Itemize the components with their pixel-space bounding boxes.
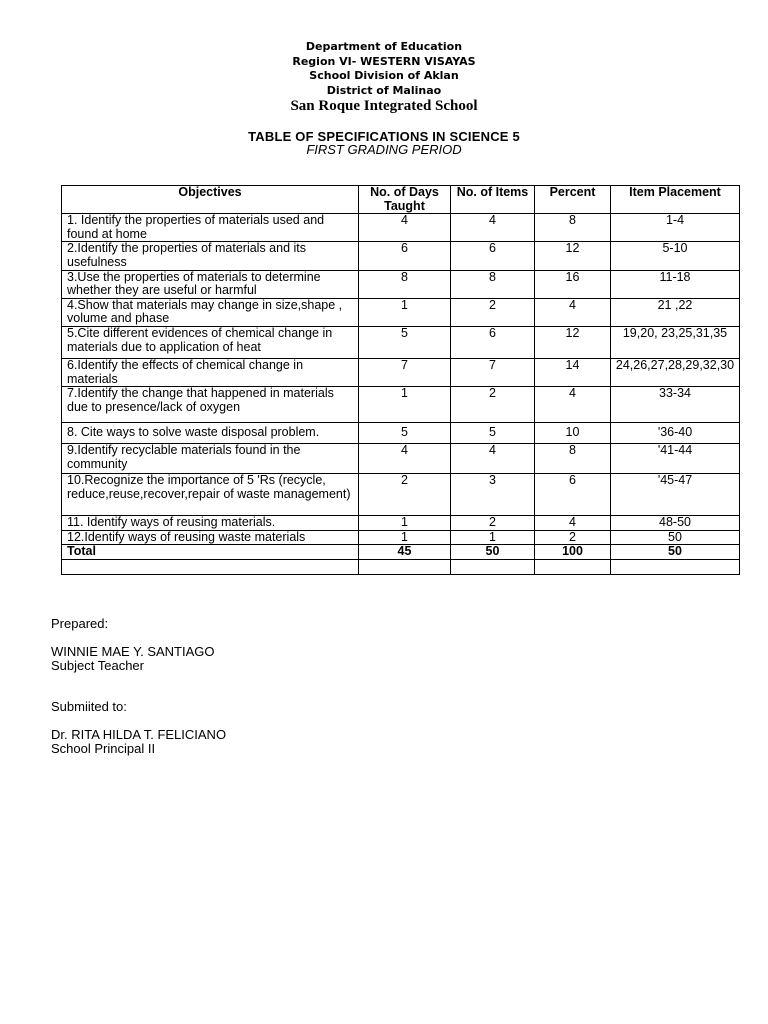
days-cell: 1	[359, 516, 451, 531]
placement-cell: 19,20, 23,25,31,35	[611, 326, 740, 358]
empty-cell	[535, 559, 611, 574]
items-cell: 2	[451, 516, 535, 531]
school-name: San Roque Integrated School	[290, 98, 478, 114]
days-cell: 5	[359, 423, 451, 444]
items-cell: 1	[451, 530, 535, 545]
total-items: 50	[451, 545, 535, 560]
objective-cell: 9.Identify recyclable materials found in the community	[62, 444, 359, 474]
percent-cell: 2	[535, 530, 611, 545]
total-label: Total	[62, 545, 359, 560]
header-line-department: Department of Education	[305, 40, 463, 53]
percent-cell: 6	[535, 474, 611, 516]
table-row	[62, 530, 740, 545]
header-days-taught: No. of Days Taught	[359, 186, 451, 214]
empty-cell	[451, 559, 535, 574]
document-title: TABLE OF SPECIFICATIONS IN SCIENCE 5	[248, 129, 520, 144]
table-header-row	[62, 186, 740, 214]
percent-cell: 8	[535, 444, 611, 474]
items-cell: 2	[451, 298, 535, 326]
items-cell: 4	[451, 444, 535, 474]
table-row	[62, 358, 740, 386]
header-line-region: Region VI- WESTERN VISAYAS	[292, 54, 476, 68]
table-row	[62, 298, 740, 326]
total-row	[62, 545, 740, 560]
table-row	[62, 423, 740, 444]
percent-cell: 10	[535, 423, 611, 444]
submitted-role: School Principal II	[51, 741, 156, 756]
items-cell: 8	[451, 270, 535, 298]
days-cell: 1	[359, 298, 451, 326]
placement-cell: 48-50	[611, 516, 740, 531]
table-row	[62, 242, 740, 270]
table-row	[62, 326, 740, 358]
total-days: 45	[359, 545, 451, 560]
days-cell: 6	[359, 242, 451, 270]
table-row	[62, 474, 740, 516]
days-cell: 1	[359, 530, 451, 545]
percent-cell: 4	[535, 298, 611, 326]
empty-cell	[611, 559, 740, 574]
objective-cell: 11. Identify ways of reusing materials.	[62, 516, 359, 531]
prepared-name: WINNIE MAE Y. SANTIAGO	[51, 644, 215, 659]
placement-cell: '36-40	[611, 423, 740, 444]
objective-cell: 3.Use the properties of materials to determine whether they are useful or harmful	[62, 270, 359, 298]
placement-cell: 1-4	[611, 214, 740, 242]
table-row	[62, 387, 740, 423]
objective-cell: 12.Identify ways of reusing waste materials	[62, 530, 359, 545]
placement-cell: 50	[611, 530, 740, 545]
items-cell: 7	[451, 358, 535, 386]
objective-cell: 7.Identify the change that happened in materials due to presence/lack of oxygen	[62, 387, 359, 423]
specifications-table	[61, 185, 740, 575]
prepared-label: Prepared:	[51, 616, 109, 631]
objective-cell: 5.Cite different evidences of chemical change in materials due to application of heat	[62, 326, 359, 358]
table-row	[62, 270, 740, 298]
placement-cell: '41-44	[611, 444, 740, 474]
objective-cell: 10.Recognize the importance of 5 'Rs (recycle, reduce,reuse,recover,repair of waste management)	[62, 474, 359, 516]
percent-cell: 12	[535, 242, 611, 270]
prepared-role: Subject Teacher	[51, 658, 144, 673]
percent-cell: 4	[535, 516, 611, 531]
total-percent: 100	[535, 545, 611, 560]
objective-cell: 8. Cite ways to solve waste disposal problem.	[62, 423, 359, 444]
document-subtitle: FIRST GRADING PERIOD	[306, 142, 462, 157]
empty-cell	[62, 559, 359, 574]
placement-cell: 21 ,22	[611, 298, 740, 326]
table-row	[62, 214, 740, 242]
placement-cell: 11-18	[611, 270, 740, 298]
placement-cell: '45-47	[611, 474, 740, 516]
items-cell: 3	[451, 474, 535, 516]
total-placement: 50	[611, 545, 740, 560]
placement-cell: 5-10	[611, 242, 740, 270]
days-cell: 1	[359, 387, 451, 423]
objective-cell: 2.Identify the properties of materials and its usefulness	[62, 242, 359, 270]
percent-cell: 12	[535, 326, 611, 358]
header-objectives: Objectives	[62, 186, 359, 214]
items-cell: 6	[451, 326, 535, 358]
submitted-label: Submiited to:	[51, 699, 127, 714]
header-line-division: School Division of Aklan	[309, 69, 459, 83]
percent-cell: 4	[535, 387, 611, 423]
placement-cell: 33-34	[611, 387, 740, 423]
header-line-district: District of Malinao	[326, 83, 442, 97]
header-items: No. of Items	[451, 186, 535, 214]
items-cell: 2	[451, 387, 535, 423]
objective-cell: 6.Identify the effects of chemical change in materials	[62, 358, 359, 386]
objective-cell: 1. Identify the properties of materials used and found at home	[62, 214, 359, 242]
days-cell: 4	[359, 444, 451, 474]
submitted-name: Dr. RITA HILDA T. FELICIANO	[51, 727, 227, 742]
objective-cell: 4.Show that materials may change in size,shape , volume and phase	[62, 298, 359, 326]
placement-cell: 24,26,27,28,29,32,30	[611, 358, 740, 386]
empty-row	[62, 559, 740, 574]
header-percent: Percent	[535, 186, 611, 214]
header-item-placement: Item Placement	[611, 186, 740, 214]
days-cell: 8	[359, 270, 451, 298]
days-cell: 4	[359, 214, 451, 242]
items-cell: 5	[451, 423, 535, 444]
percent-cell: 14	[535, 358, 611, 386]
percent-cell: 8	[535, 214, 611, 242]
days-cell: 2	[359, 474, 451, 516]
percent-cell: 16	[535, 270, 611, 298]
days-cell: 7	[359, 358, 451, 386]
empty-cell	[359, 559, 451, 574]
table-row	[62, 444, 740, 474]
items-cell: 6	[451, 242, 535, 270]
days-cell: 5	[359, 326, 451, 358]
items-cell: 4	[451, 214, 535, 242]
table-row	[62, 516, 740, 531]
document-header	[0, 40, 768, 98]
